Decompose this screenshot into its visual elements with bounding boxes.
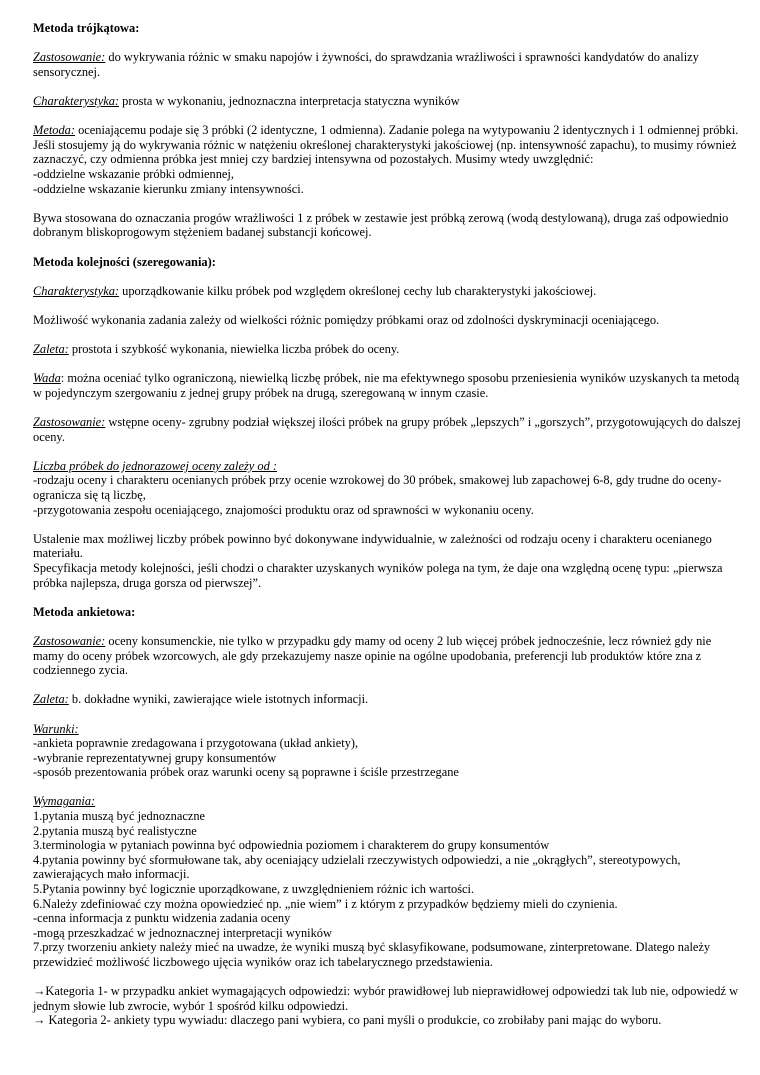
document-page [33, 21, 745, 1028]
label-advantage: Zaleta: [33, 692, 69, 707]
text-application: wstępne oceny- zgrubny podział większej ilości próbek na grupy próbek „lepszych” i „gorszych”, przygotowujących do dalszej oceny. [33, 415, 741, 444]
list-item: 5.Pytania powinny być logicznie uporządkowane, z uwzględnieniem różnic ich wartości. [33, 882, 475, 897]
sample-count-label [33, 459, 745, 474]
label-application: Zastosowanie: [33, 50, 106, 65]
list-item: 7.przy tworzeniu ankiety należy mieć na uwadze, że wyniki muszą być sklasyfikowane, podsumowane, zinterpretowane. Dlatego należy przewidzieć możliwość liczbowego ujęcia wyników oraz ich tabelarycznego przedstawienia. [33, 940, 711, 969]
paragraph-specification: Specyfikacja metody kolejności, jeśli chodzi o charakter uzyskanych wyników polega na tym, że daje ona względną ocenę typu: „pierwsza próbka najlepsza, druga gorsza od pierwszej”. [33, 560, 723, 590]
arrow-right-icon: → [33, 1013, 46, 1028]
list-item: -przygotowania zespołu oceniającego, znajomości produktu oraz od sprawności w wykonaniu oceny. [33, 502, 534, 517]
list-item: 3.terminologia w pytaniach powinna być odpowiednia poziomem i charakterem do grupy konsumentów [33, 838, 550, 853]
label-requirements: Wymagania: [33, 794, 96, 809]
category-1 [33, 984, 745, 1013]
label-conditions: Warunki: [33, 721, 79, 736]
text-characteristic: uporządkowanie kilku próbek pod względem określonej cechy lub charakterystyki jakościowej. [119, 283, 597, 298]
paragraph-application [33, 415, 745, 444]
paragraph-application [33, 50, 745, 79]
label-application: Zastosowanie: [33, 633, 106, 648]
list-item: 4.pytania powinny być sformułowane tak, aby oceniający udzielali rzeczywistych odpowiedzi, a nie „okrągłych”, stereotypowych, zawierających mało informacji. [33, 852, 681, 882]
list-item: -sposób prezentowania próbek oraz warunki oceny są poprawne i ściśle przestrzegane [33, 765, 459, 780]
text-application: do wykrywania różnic w smaku napojów i żywności, do sprawdzania wrażliwości i sprawności kandydatów do analizy sensorycznej. [33, 50, 699, 79]
text-method: oceniającemu podaje się 3 próbki (2 identyczne, 1 odmienna). Zadanie polega na wytypowaniu 2 identycznych i 1 odmiennej próbki. Jeśli stosujemy ją do wykrywania różnic w natężeniu określonej charakterystyki jakościowej (np. intensywność zapachu), to musimy również zaznaczyć, czy odmienna próbka jest mniej czy bardziej intensywna od pozostałych. Musimy wtedy uwzględnić: [33, 123, 739, 167]
list-item: 1.pytania muszą być jednoznaczne [33, 809, 206, 824]
paragraph-method [33, 123, 745, 167]
list-item: -rodzaju oceny i charakteru ocenianych próbek przy ocenie wzrokowej do 30 próbek, smakowej lub zapachowej 6-8, gdy trudne do oceny-ogranicza się tą liczbę, [33, 473, 722, 502]
paragraph-advantage [33, 342, 745, 357]
paragraph-max-samples: Ustalenie max możliwej liczby próbek powinno być dokonywane indywidualnie, w zależności od rodzaju oceny i charakteru ocenianego materiału. [33, 531, 712, 561]
category-2-text: Kategoria 2- ankiety typu wywiadu: dlaczego pani wybiera, co pani myśli o produkcie, co zrobiłaby pani mając do wyboru. [45, 1013, 662, 1028]
paragraph-feasibility: Możliwość wykonania zadania zależy od wielkości różnic pomiędzy próbkami oraz od zdolności dyskryminacji oceniającego. [33, 312, 660, 327]
label-characteristic: Charakterystyka: [33, 93, 120, 108]
arrow-right-icon: → [33, 984, 46, 999]
label-application: Zastosowanie: [33, 415, 106, 430]
section-title-triangle: Metoda trójkątowa: [33, 21, 140, 35]
conditions-label [33, 722, 745, 737]
text-advantage: b. dokładne wyniki, zawierające wiele istotnych informacji. [68, 692, 369, 707]
section-title-survey: Metoda ankietowa: [33, 604, 136, 619]
list-item: -cenna informacja z punktu widzenia zadania oceny [33, 911, 291, 926]
category-2 [33, 1013, 745, 1028]
label-advantage: Zaleta: [33, 342, 69, 357]
list-item: -ankieta poprawnie zredagowana i przygotowana (układ ankiety), [33, 736, 359, 751]
label-method: Metoda: [33, 123, 75, 138]
paragraph-application [33, 634, 745, 678]
paragraph-characteristic [33, 284, 745, 299]
list-item: -wybranie reprezentatywnej grupy konsumentów [33, 750, 277, 765]
label-sample-count: Liczba próbek do jednorazowej oceny zależy od : [33, 458, 277, 473]
list-item: 2.pytania muszą być realistyczne [33, 823, 197, 838]
list-item: -oddzielne wskazanie próbki odmiennej, [33, 166, 234, 181]
list-item: -mogą przeszkadzać w jednoznacznej interpretacji wyników [33, 925, 332, 940]
paragraph-disadvantage [33, 371, 745, 400]
text-application: oceny konsumenckie, nie tylko w przypadku gdy mamy od oceny 2 lub więcej próbek jednocześnie, lecz również gdy nie mamy do oceny próbek wzorcowych, ale gdy przekazujemy nasze opinie na ogólne upodobania, preferencji lub produktów które zna z codziennego zycia. [33, 633, 712, 678]
paragraph-characteristic [33, 94, 745, 109]
paragraph-thresholds: Bywa stosowana do oznaczania progów wrażliwości 1 z próbek w zestawie jest próbką zerową (wodą destylowaną), druga zaś odpowiednio dobranym bliskoprogowym stężeniem badanej substancji końcowej. [33, 210, 729, 240]
requirements-label [33, 794, 745, 809]
label-characteristic: Charakterystyka: [33, 283, 120, 298]
category-1-text: Kategoria 1- w przypadku ankiet wymagających odpowiedzi: wybór prawidłowej lub nieprawidłowej odpowiedzi tak lub nie, odpowiedź w jednym słowie lub zwrocie, wybór 1 spośród kilku odpowiedzi. [33, 984, 739, 1013]
label-disadvantage: Wada [33, 371, 61, 386]
list-item: 6.Należy zdefiniować czy można opowiedzieć np. „nie wiem” i z którym z przypadków będziemy mieli do czynienia. [33, 896, 618, 911]
list-item: -oddzielne wskazanie kierunku zmiany intensywności. [33, 181, 304, 196]
text-characteristic: prosta w wykonaniu, jednoznaczna interpretacja statyczna wyników [119, 93, 460, 108]
text-advantage: prostota i szybkość wykonania, niewielka liczba próbek do oceny. [68, 342, 400, 357]
paragraph-advantage [33, 692, 745, 707]
section-title-ranking: Metoda kolejności (szeregowania): [33, 254, 216, 269]
text-disadvantage: : można oceniać tylko ograniczoną, niewielką liczbę próbek, nie ma efektywnego sposobu przeniesienia wyników uzyskanych ta metodą w pojedynczym szergowaniu z jednej grupy próbek na drugą, szeregowaną w innym czasie. [33, 371, 740, 400]
